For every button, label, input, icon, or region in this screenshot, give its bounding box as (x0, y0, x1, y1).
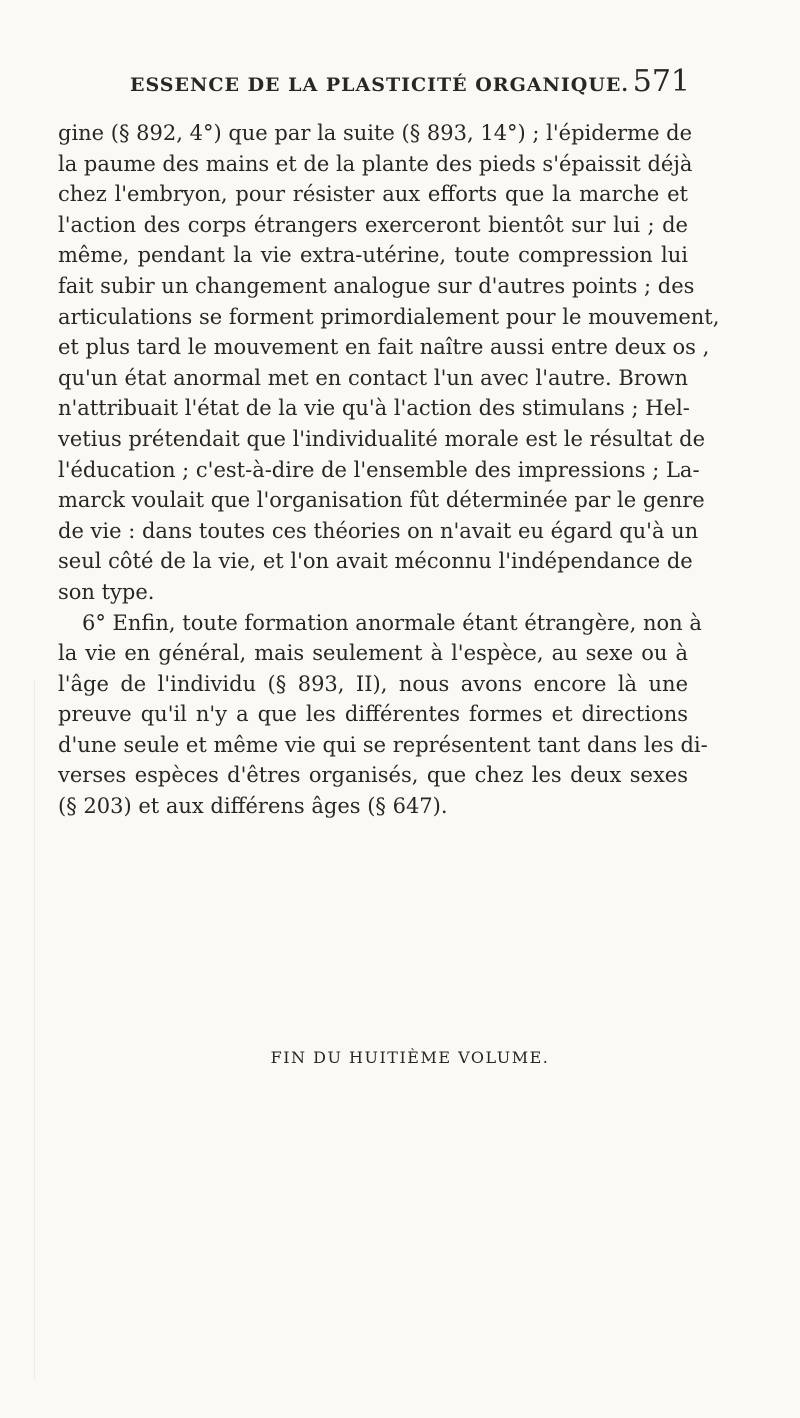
end-of-volume-note: FIN DU HUITIÈME VOLUME. (270, 1048, 550, 1067)
paragraph-2 (58, 608, 708, 822)
text-line: même, pendant la vie extra-utérine, toute compression lui (58, 243, 688, 268)
text-line: et plus tard le mouvement en fait naître aussi entre deux os , (58, 335, 710, 360)
text-line: marck voulait que l'organisation fût déterminée par le genre (58, 488, 705, 513)
text-line: son type. (58, 579, 155, 604)
page-number: 571 (632, 64, 690, 99)
text-line: l'action des corps étrangers exerceront bientôt sur lui ; de (58, 212, 688, 237)
text-line: fait subir un changement analogue sur d'autres points ; des (58, 273, 695, 298)
text-line: la vie en général, mais seulement à l'espèce, au sexe ou à (58, 641, 688, 666)
text-line: la paume des mains et de la plante des pieds s'épaissit déjà (58, 151, 693, 176)
text-line: d'une seule et même vie qui se représentent tant dans les di- (58, 732, 708, 757)
text-line: vetius prétendait que l'individualité morale est le résultat de (58, 426, 706, 451)
text-line: l'éducation ; c'est-à-dire de l'ensemble des impressions ; La- (58, 457, 700, 482)
text-line: n'attribuait l'état de la vie qu'à l'action des stimulans ; Hel- (58, 396, 690, 421)
text-line: gine (§ 892, 4°) que par la suite (§ 893, 14°) ; l'épiderme de (58, 121, 693, 145)
text-line: articulations se forment primordialement pour le mouvement, (58, 304, 720, 329)
text-line: l'âge de l'individu (§ 893, II), nous avons encore là une (58, 671, 688, 696)
running-title: ESSENCE DE LA PLASTICITÉ ORGANIQUE. (130, 74, 630, 96)
text-line: verses espèces d'êtres organisés, que chez les deux sexes (58, 763, 688, 788)
text-line: (§ 203) et aux différens âges (§ 647). (58, 794, 448, 819)
body-text (58, 118, 720, 822)
text-line: chez l'embryon, pour résister aux efforts que la marche et (58, 182, 688, 207)
text-line: 6° Enfin, toute formation anormale étant étrangère, non à (82, 610, 702, 635)
running-head (130, 60, 690, 100)
text-line: seul côté de la vie, et l'on avait méconnu l'indépendance de (58, 549, 693, 574)
text-line: preuve qu'il n'y a que les différentes formes et directions (58, 702, 688, 727)
text-line: qu'un état anormal met en contact l'un avec l'autre. Brown (58, 365, 688, 390)
text-line: de vie : dans toutes ces théories on n'avait eu égard qu'à un (58, 518, 699, 543)
page-edge-shadow (34, 680, 35, 1380)
paragraph-1 (58, 118, 720, 608)
